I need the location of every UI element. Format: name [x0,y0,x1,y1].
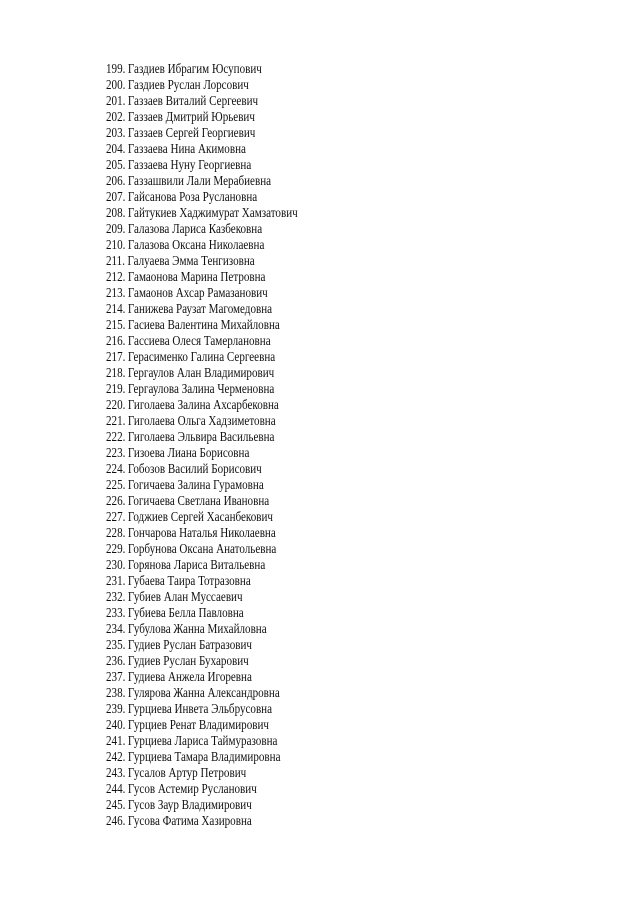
list-item [106,61,298,77]
list-item [106,621,298,637]
list-item [106,557,298,573]
entry-name: Гурциева Тамара Владимировна [127,749,281,764]
entry-number: 238. [106,685,126,700]
entry-name: Гусова Фатима Хазировна [127,813,252,828]
entry-number: 213. [106,285,126,300]
list-item [106,701,298,717]
entry-name: Гурциева Инвета Эльбрусовна [127,701,273,716]
list-item [106,125,298,141]
entry-number: 230. [106,557,126,572]
entry-number: 222. [106,429,126,444]
list-item [106,605,298,621]
entry-number: 239. [106,701,126,716]
entry-number: 235. [106,637,126,652]
list-item [106,477,298,493]
entry-number: 221. [106,413,126,428]
entry-name: Гайтукиев Хаджимурат Хамзатович [127,205,298,220]
list-item [106,221,298,237]
list-item [106,685,298,701]
entry-number: 210. [106,237,126,252]
list-item [106,333,298,349]
list-item [106,317,298,333]
entry-number: 202. [106,109,126,124]
entry-number: 241. [106,733,126,748]
entry-name: Гудиев Руслан Бухарович [127,653,249,668]
entry-number: 229. [106,541,126,556]
entry-name: Галуаева Эмма Тенгизовна [127,253,255,268]
list-item [106,653,298,669]
entry-number: 225. [106,477,126,492]
entry-name: Губиев Алан Муссаевич [127,589,243,604]
entry-name: Горянова Лариса Витальевна [127,557,266,572]
entry-name: Гогичаева Светлана Ивановна [127,493,270,508]
entry-name: Губаева Таира Тотразовна [127,573,251,588]
entry-number: 227. [106,509,126,524]
list-item [106,93,298,109]
list-item [106,525,298,541]
entry-name: Газзаева Нина Акимовна [127,141,246,156]
entry-number: 200. [106,77,126,92]
entry-name: Гассиева Олеся Тамерлановна [127,333,271,348]
entry-number: 243. [106,765,126,780]
entry-name: Гайсанова Роза Руслановна [127,189,258,204]
entry-name: Газзаева Нуну Георгиевна [127,157,252,172]
entry-name: Газзаев Сергей Георгиевич [127,125,256,140]
list-item [106,637,298,653]
entry-name: Гиголаева Ольга Хадзиметовна [127,413,276,428]
entry-number: 242. [106,749,126,764]
list-item [106,397,298,413]
list-item [106,781,298,797]
list-item [106,573,298,589]
entry-number: 216. [106,333,126,348]
list-item [106,253,298,269]
list-item [106,749,298,765]
entry-number: 234. [106,621,126,636]
list-item [106,285,298,301]
entry-number: 236. [106,653,126,668]
entry-number: 237. [106,669,126,684]
entry-name: Губулова Жанна Михайловна [127,621,267,636]
entry-name: Гиголаева Залина Ахсарбековна [127,397,279,412]
list-item [106,541,298,557]
entry-name: Галазова Оксана Николаевна [127,237,265,252]
list-item [106,493,298,509]
entry-number: 211. [106,253,125,268]
list-item [106,189,298,205]
list-item [106,461,298,477]
entry-name: Гусов Заур Владимирович [127,797,252,812]
entry-name: Ганижева Раузат Магомедовна [127,301,273,316]
entry-name: Гобозов Василий Борисович [127,461,262,476]
list-item [106,301,298,317]
entry-name: Гусалов Артур Петрович [127,765,247,780]
entry-name: Гогичаева Залина Гурамовна [127,477,264,492]
entry-name: Горбунова Оксана Анатольевна [127,541,277,556]
entry-number: 218. [106,365,126,380]
entry-name: Газзашвили Лали Мерабиевна [127,173,272,188]
entry-name: Гусов Астемир Русланович [127,781,257,796]
name-list [106,61,334,829]
entry-name: Газзаев Дмитрий Юрьевич [127,109,255,124]
entry-number: 219. [106,381,126,396]
entry-name: Галазова Лариса Казбековна [127,221,263,236]
entry-number: 209. [106,221,126,236]
entry-name: Гизоева Лиана Борисовна [127,445,250,460]
list-item [106,765,298,781]
entry-name: Газдиев Ибрагим Юсупович [127,61,262,76]
list-item [106,509,298,525]
entry-number: 205. [106,157,126,172]
list-item [106,349,298,365]
list-item [106,429,298,445]
entry-number: 199. [106,61,126,76]
entry-name: Годжиев Сергей Хасанбекович [127,509,273,524]
entry-name: Газзаев Виталий Сергеевич [127,93,259,108]
entry-number: 206. [106,173,126,188]
entry-name: Гурциев Ренат Владимирович [127,717,269,732]
list-item [106,669,298,685]
entry-number: 233. [106,605,126,620]
entry-name: Гончарова Наталья Николаевна [127,525,276,540]
entry-number: 226. [106,493,126,508]
list-item [106,413,298,429]
entry-number: 223. [106,445,126,460]
entry-name: Газдиев Руслан Лорсович [127,77,249,92]
list-item [106,589,298,605]
list-item [106,141,298,157]
entry-number: 231. [106,573,126,588]
entry-name: Гамаонов Ахсар Рамазанович [127,285,268,300]
entry-number: 212. [106,269,126,284]
entry-name: Гасиева Валентина Михайловна [127,317,280,332]
entry-number: 224. [106,461,126,476]
entry-number: 220. [106,397,126,412]
entry-number: 203. [106,125,126,140]
entry-number: 245. [106,797,126,812]
list-item [106,445,298,461]
entry-number: 240. [106,717,126,732]
list-item [106,237,298,253]
entry-name: Герасименко Галина Сергеевна [127,349,276,364]
entry-name: Гиголаева Эльвира Васильевна [127,429,275,444]
entry-number: 232. [106,589,126,604]
list-item [106,269,298,285]
entry-number: 244. [106,781,126,796]
list-item [106,813,298,829]
entry-number: 215. [106,317,126,332]
list-item [106,717,298,733]
list-item [106,733,298,749]
list-item [106,365,298,381]
entry-number: 204. [106,141,126,156]
entry-name: Гудиев Руслан Батразович [127,637,252,652]
list-item [106,157,298,173]
entry-number: 246. [106,813,126,828]
entry-number: 208. [106,205,126,220]
entry-number: 207. [106,189,126,204]
list-item [106,797,298,813]
entry-name: Гудиева Анжела Игоревна [127,669,252,684]
list-item [106,109,298,125]
entry-number: 228. [106,525,126,540]
list-item [106,205,298,221]
entry-name: Гамаонова Марина Петровна [127,269,266,284]
list-item [106,77,298,93]
list-item [106,381,298,397]
entry-name: Гергаулов Алан Владимирович [127,365,275,380]
entry-name: Гулярова Жанна Александровна [127,685,280,700]
entry-number: 214. [106,301,126,316]
entry-name: Гергаулова Залина Черменовна [127,381,275,396]
list-item [106,173,298,189]
entry-number: 217. [106,349,126,364]
entry-name: Губиева Белла Павловна [127,605,244,620]
entry-number: 201. [106,93,126,108]
entry-name: Гурциева Лариса Таймуразовна [127,733,278,748]
